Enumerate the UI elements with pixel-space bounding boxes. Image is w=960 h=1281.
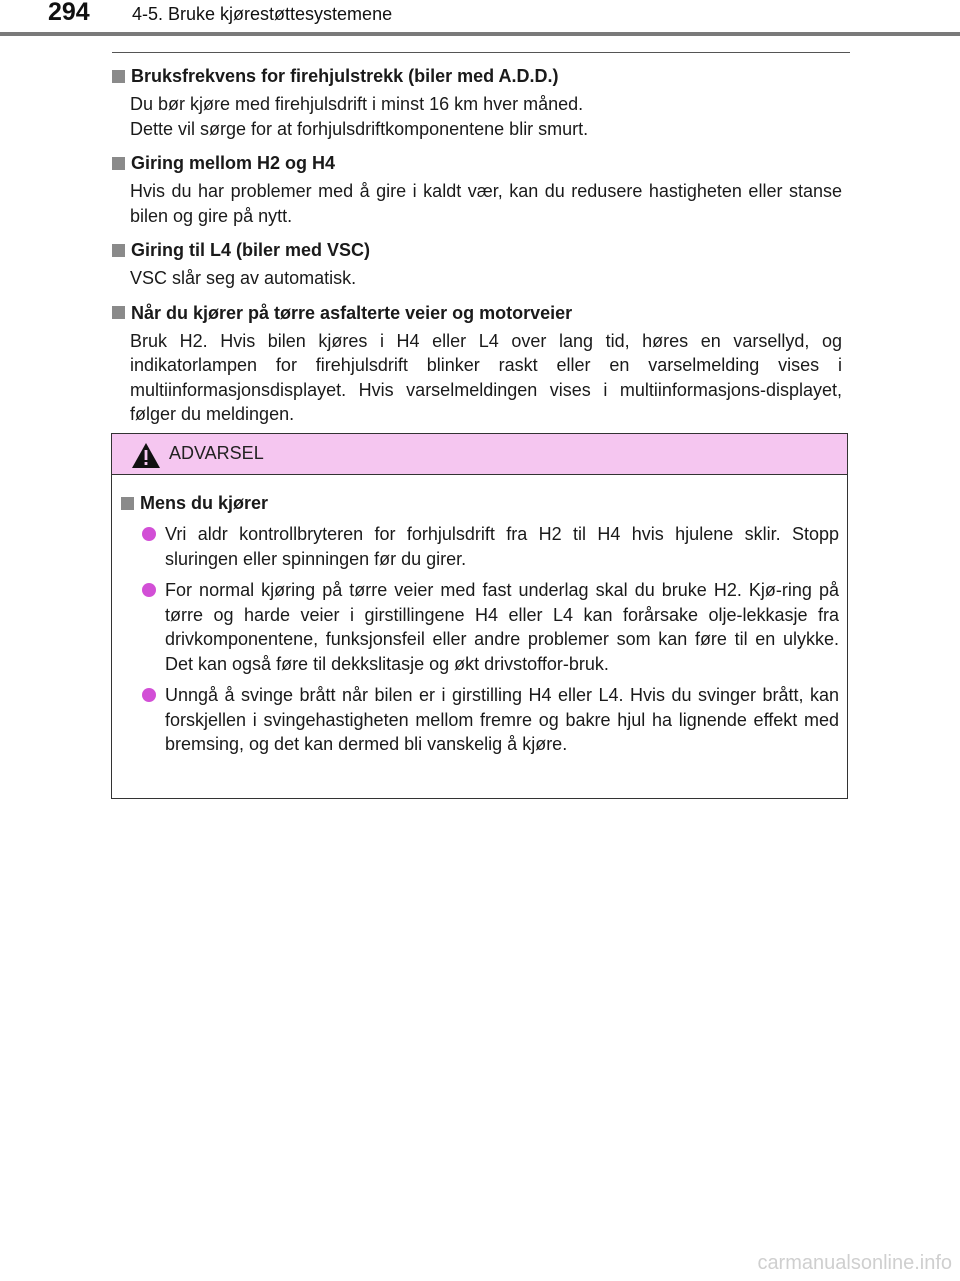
section-shift-l4 <box>112 238 850 291</box>
section-heading: Giring mellom H2 og H4 <box>131 153 336 173</box>
warning-box <box>111 433 848 799</box>
square-bullet-icon <box>112 70 125 83</box>
warning-bullet-text: For normal kjøring på tørre veier med fast underlag skal du bruke H2. Kjø-ring på tørre og harde veier i girstillingene H4 eller L4 kan forårsake olje-lekkasje fra drivkomponentene, funksjonsfeil eller andre problemer som kan føre til en ulykke. Det kan også føre til dekkslitasje og økt drivstoffor-bruk. <box>165 580 839 674</box>
square-bullet-icon <box>112 244 125 257</box>
page-number: 294 <box>48 0 90 26</box>
warning-bullet <box>121 683 839 757</box>
watermark: carmanualsonline.info <box>757 1252 952 1274</box>
square-bullet-icon <box>121 497 134 510</box>
page-header-title: 4-5. Bruke kjørestøttesystemene <box>132 4 393 24</box>
warning-triangle-icon <box>131 442 161 469</box>
section-text: Hvis du har problemer med å gire i kaldt vær, kan du redusere hastigheten eller stanse bilen og gire på nytt. <box>130 181 842 226</box>
warning-heading: Mens du kjører <box>140 493 269 513</box>
warning-header <box>112 434 847 475</box>
section-text: Du bør kjøre med firehjulsdrift i minst 16 km hver måned. Dette vil sørge for at forhjulsdriftkomponentene blir smurt. <box>130 94 589 139</box>
header-rule <box>0 32 960 36</box>
section-text: VSC slår seg av automatisk. <box>130 268 357 288</box>
section-text: Bruk H2. Hvis bilen kjøres i H4 eller L4 over lang tid, høres en varsellyd, og indikatorlampen for firehjulsdrift blinker raskt eller en varselmelding vises i multiinformasjonsdisplayet. Hvis varselmeldingen vises i multiinformasjons-displayet, følger du meldingen. <box>130 330 842 424</box>
main-content <box>112 64 850 437</box>
section-shift-h2-h4 <box>112 151 850 228</box>
warning-bullet <box>121 522 839 571</box>
bullet-dot-icon <box>142 583 156 597</box>
section-heading: Bruksfrekvens for firehjulstrekk (biler med A.D.D.) <box>131 66 559 86</box>
bullet-dot-icon <box>142 688 156 702</box>
warning-bullet-text: Unngå å svinge brått når bilen er i girstilling H4 eller L4. Hvis du svinger brått, kan forskjellen i svingehastigheten mellom fremre og bakre hjul ha lignende effekt med bremsing, og det kan dermed bli vanskelig å kjøre. <box>165 685 839 754</box>
section-heading: Giring til L4 (biler med VSC) <box>131 240 371 260</box>
warning-bullet <box>121 578 839 676</box>
top-rule <box>112 52 850 53</box>
warning-label: ADVARSEL <box>169 443 264 463</box>
warning-body <box>112 475 847 757</box>
bullet-dot-icon <box>142 527 156 541</box>
square-bullet-icon <box>112 157 125 170</box>
section-dry-roads <box>112 301 850 427</box>
section-add-frequency <box>112 64 850 141</box>
warning-bullet-text: Vri aldr kontrollbryteren for forhjulsdrift fra H2 til H4 hvis hjulene sklir. Stopp sluringen eller spinningen før du girer. <box>165 524 839 569</box>
section-heading: Når du kjører på tørre asfalterte veier og motorveier <box>131 302 573 323</box>
square-bullet-icon <box>112 306 125 319</box>
